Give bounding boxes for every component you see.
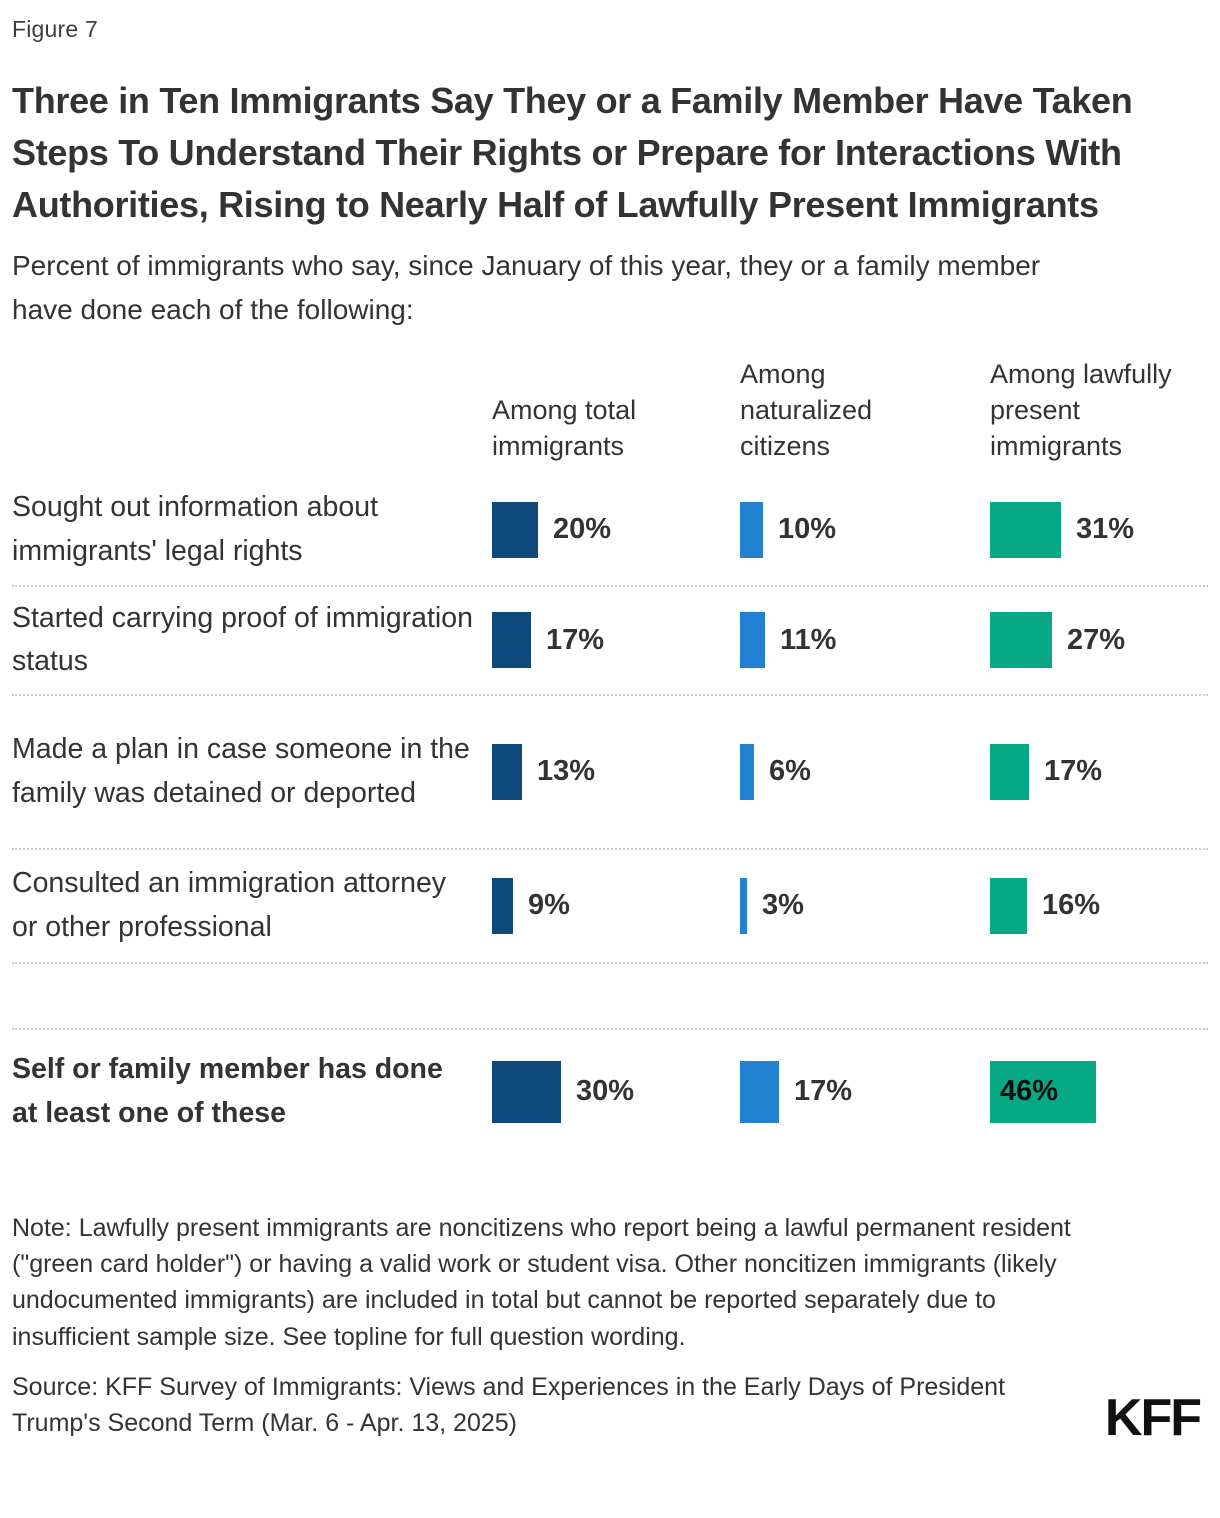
row-label: Started carrying proof of immigration status (12, 601, 473, 678)
bar-cell-naturalized (740, 1061, 990, 1123)
source-text: Source: KFF Survey of Immigrants: Views and Experiences in the Early Days of President Trump's Second Term (Mar. 6 - Apr. 13, 2025) (12, 1372, 1006, 1438)
bar-cell-naturalized (740, 612, 990, 668)
value-label: 6% (769, 755, 811, 788)
bar-lawful (990, 502, 1061, 558)
bar-naturalized (740, 612, 765, 668)
value-label: 31% (1076, 513, 1135, 546)
bar-cell-lawful (990, 502, 1208, 558)
bar-cell-total (492, 1061, 740, 1123)
bar-total (492, 502, 538, 558)
value-label: 17% (1044, 755, 1103, 788)
bar-total (492, 612, 531, 668)
bar-total (492, 1061, 561, 1123)
row-label: Self or family member has done at least one of these (12, 1053, 443, 1129)
figure-note: Note: Lawfully present immigrants are noncitizens who report being a lawful permanent resident ("green card holder") or having a valid work or student visa. Other noncitizen immigrants (likely undocumented immigrants) are included in total but cannot be reported separately due to insufficient sample size. See topline for full question wording. (12, 1213, 1071, 1351)
table-row-carrying-proof (12, 587, 1208, 694)
value-label-inside-bar: 46% (1000, 1075, 1059, 1108)
bar-cell-naturalized (740, 878, 990, 934)
column-header-spacer (12, 465, 492, 475)
value-label: 13% (537, 755, 596, 788)
column-header-lawfully-present: Among lawfully present immigrants (990, 359, 1172, 462)
value-label: 10% (778, 513, 837, 546)
bar-cell-lawful (990, 744, 1208, 800)
value-label: 3% (762, 889, 804, 922)
figure-number: Figure 7 (12, 16, 98, 42)
bar-cell-lawful (990, 1061, 1208, 1123)
blank-spacer-row (12, 964, 1208, 1028)
bar-cell-lawful (990, 878, 1208, 934)
bar-cell-total (492, 612, 740, 668)
table-row-consulted-attorney (12, 850, 1208, 962)
value-label: 16% (1042, 889, 1101, 922)
column-header-naturalized-citizens: Among naturalized citizens (740, 359, 873, 462)
bar-naturalized (740, 502, 763, 558)
row-label: Sought out information about immigrants' legal rights (12, 491, 379, 567)
bar-total (492, 878, 513, 934)
bar-cell-naturalized (740, 502, 990, 558)
bar-lawful (990, 878, 1027, 934)
bar-lawful (990, 1061, 1096, 1123)
figure-subtitle: Percent of immigrants who say, since January of this year, they or a family member have done each of the following: (12, 250, 1041, 325)
bar-cell-total (492, 502, 740, 558)
bar-cell-total (492, 878, 740, 934)
bar-naturalized (740, 744, 754, 800)
column-header-total-immigrants: Among total immigrants (492, 395, 637, 462)
figure-footer (12, 1369, 1208, 1447)
row-label: Consulted an immigration attorney or other professional (12, 867, 447, 943)
table-row-made-plan (12, 696, 1208, 848)
bar-cell-total (492, 744, 740, 800)
bar-naturalized (740, 878, 747, 934)
figure-title: Three in Ten Immigrants Say They or a Family Member Have Taken Steps To Understand Their Rights or Prepare for Interactions With Authorities, Rising to Nearly Half of Lawfully Present Immigrants (12, 80, 1133, 225)
kff-logo: KFF (1104, 1388, 1200, 1447)
bar-naturalized (740, 1061, 779, 1123)
row-label: Made a plan in case someone in the family was detained or deported (12, 733, 470, 809)
table-row-sought-information (12, 475, 1208, 585)
bar-total (492, 744, 522, 800)
bar-cell-naturalized (740, 744, 990, 800)
value-label: 20% (553, 513, 612, 546)
value-label: 30% (576, 1075, 635, 1108)
bar-lawful (990, 744, 1029, 800)
value-label: 17% (794, 1075, 853, 1108)
table-row-net-at-least-one (12, 1030, 1208, 1154)
value-label: 9% (528, 889, 570, 922)
column-header-row (12, 357, 1208, 475)
value-label: 27% (1067, 623, 1126, 656)
value-label: 11% (780, 623, 837, 656)
bar-cell-lawful (990, 612, 1208, 668)
bar-lawful (990, 612, 1052, 668)
value-label: 17% (546, 623, 605, 656)
